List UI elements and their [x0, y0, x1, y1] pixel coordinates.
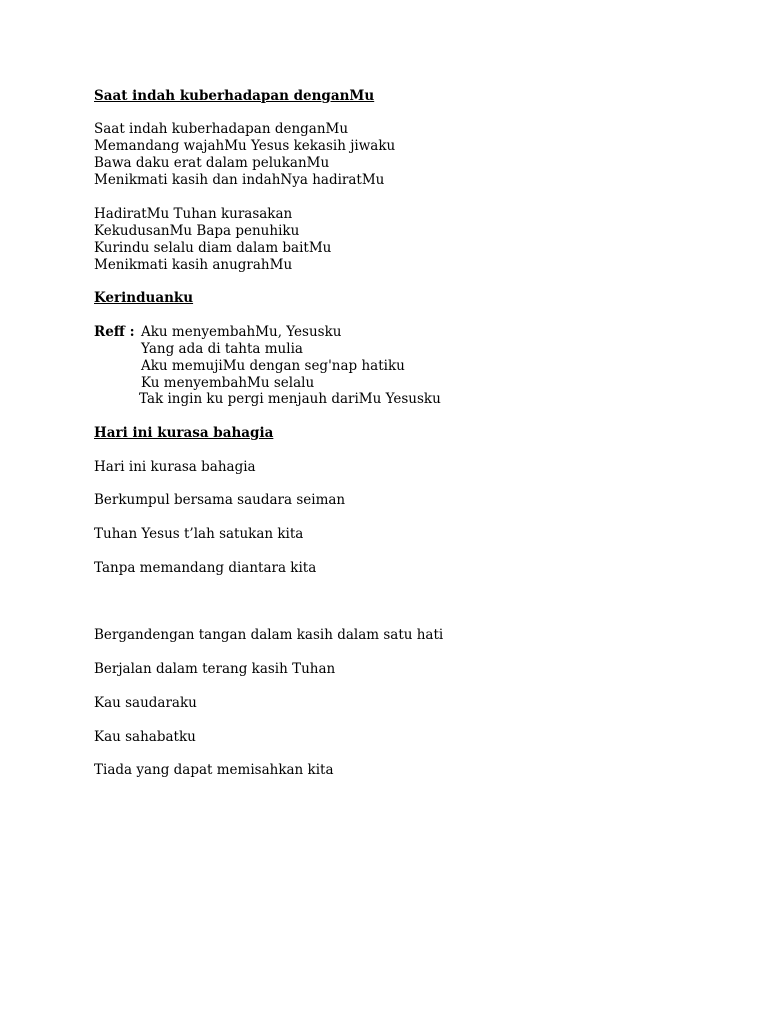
- lyric-line: Tiada yang dapat memisahkan kita: [94, 762, 334, 778]
- lyric-line: Aku memujiMu dengan seg'nap hatiku: [141, 358, 405, 374]
- lyric-line: Kau saudaraku: [94, 695, 197, 711]
- lyric-line: Kau sahabatku: [94, 729, 196, 745]
- song-title: Saat indah kuberhadapan denganMu: [94, 88, 375, 104]
- lyric-line: Yang ada di tahta mulia: [141, 341, 303, 357]
- lyric-line: Tuhan Yesus t’lah satukan kita: [94, 526, 304, 542]
- lyric-line: Kurindu selalu diam dalam baitMu: [94, 240, 332, 256]
- lyric-line: Aku menyembahMu, Yesusku: [141, 324, 342, 340]
- lyric-line: HadiratMu Tuhan kurasakan: [94, 206, 293, 222]
- lyric-line: Tanpa memandang diantara kita: [94, 560, 317, 576]
- lyric-line: Saat indah kuberhadapan denganMu: [94, 121, 349, 137]
- lyric-line: Ku menyembahMu selalu: [141, 375, 315, 391]
- lyric-line: Menikmati kasih anugrahMu: [94, 257, 293, 273]
- lyric-line: Bergandengan tangan dalam kasih dalam satu hati: [94, 627, 444, 643]
- lyric-line: Berjalan dalam terang kasih Tuhan: [94, 661, 336, 677]
- lyric-line: Berkumpul bersama saudara seiman: [94, 492, 346, 508]
- song-title: Hari ini kurasa bahagia: [94, 425, 274, 441]
- lyric-line: KekudusanMu Bapa penuhiku: [94, 223, 300, 239]
- lyric-line: Hari ini kurasa bahagia: [94, 459, 256, 475]
- lyric-line: Bawa daku erat dalam pelukanMu: [94, 155, 330, 171]
- song-title: Kerinduanku: [94, 290, 194, 306]
- lyric-line: Tak ingin ku pergi menjauh dariMu Yesusku: [139, 391, 441, 407]
- reff-label: Reff :: [94, 324, 135, 340]
- lyric-line: Memandang wajahMu Yesus kekasih jiwaku: [94, 138, 396, 154]
- lyric-line: Menikmati kasih dan indahNya hadiratMu: [94, 172, 385, 188]
